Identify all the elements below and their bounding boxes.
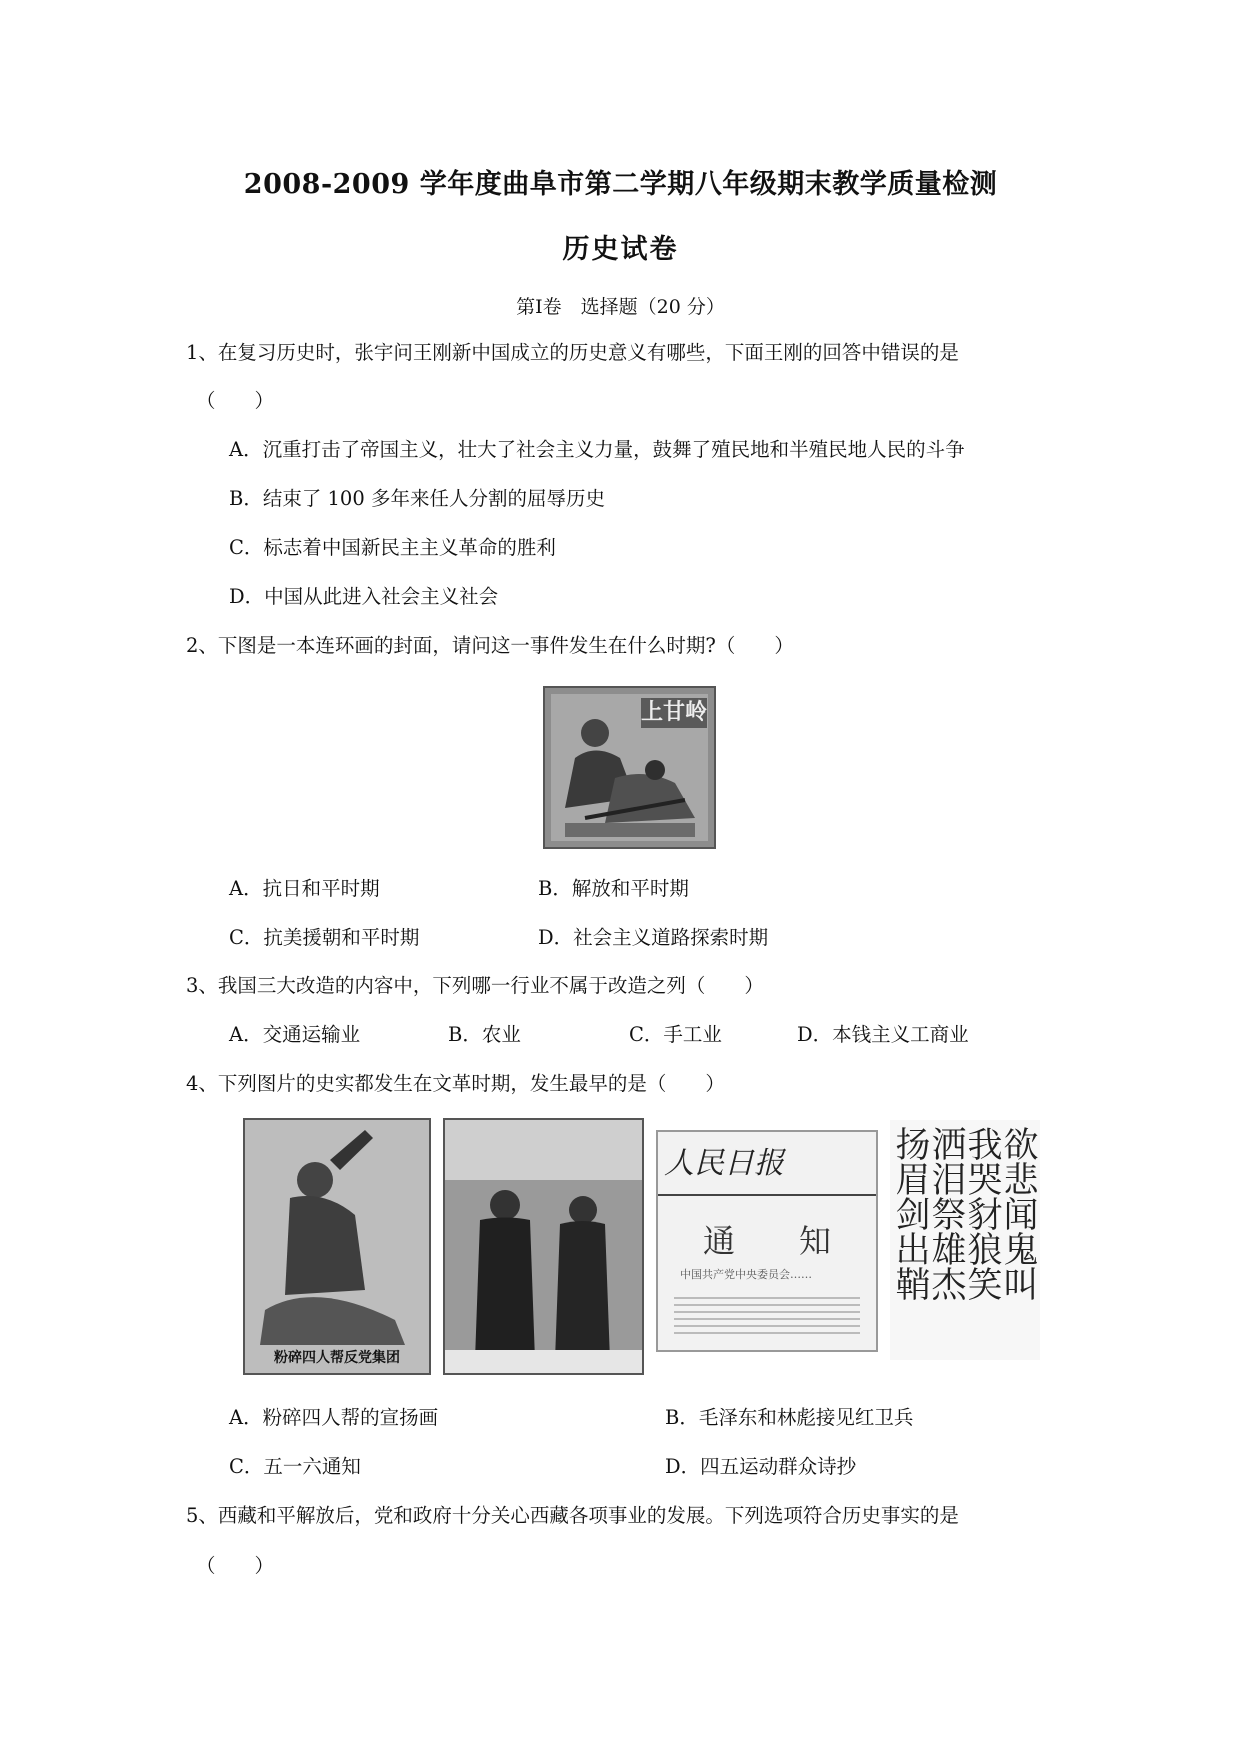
question-2-option-a: A．抗日和平时期 <box>229 877 380 900</box>
question-4-option-d: D．四五运动群众诗抄 <box>665 1455 857 1478</box>
question-5-answer-blank: （ ） <box>196 1554 275 1577</box>
question-2-stem: 2、下图是一本连环画的封面，请问这一事件发生在什么时期?（ ） <box>186 634 794 657</box>
question-1-option-b: B．结束了 100 多年来任人分割的屈辱历史 <box>229 487 605 510</box>
masthead-rule <box>658 1194 876 1196</box>
question-3-option-a: A．交通运输业 <box>229 1023 361 1046</box>
question-5-stem: 5、西藏和平解放后，党和政府十分关心西藏各项事业的发展。下列选项符合历史事实的是 <box>186 1504 959 1527</box>
comic-cover-image <box>543 686 716 849</box>
newspaper-body-lines <box>674 1292 860 1338</box>
question-4-option-b: B．毛泽东和林彪接见红卫兵 <box>665 1406 914 1429</box>
question-1-option-c: C．标志着中国新民主主义革命的胜利 <box>229 536 556 559</box>
exam-title: 2008-2009 学年度曲阜市第二学期八年级期末教学质量检测 <box>243 169 998 200</box>
question-4-option-a: A．粉碎四人帮的宣扬画 <box>229 1406 439 1429</box>
propaganda-poster-image <box>243 1118 431 1375</box>
exam-subtitle: 历史试卷 <box>562 234 679 265</box>
question-1-stem: 1、在复习历史时，张宇问王刚新中国成立的历史意义有哪些，下面王刚的回答中错误的是 <box>186 341 959 364</box>
question-3-option-d: D．本钱主义工商业 <box>797 1023 969 1046</box>
question-2-option-c: C．抗美援朝和平时期 <box>229 926 420 949</box>
question-2-option-b: B．解放和平时期 <box>538 877 689 900</box>
red-guards-photo-illustration <box>445 1120 642 1373</box>
question-2-option-d: D．社会主义道路探索时期 <box>538 926 769 949</box>
newspaper-subline: 中国共产党中央委员会…… <box>680 1268 812 1281</box>
notice-newspaper-image <box>656 1130 878 1352</box>
poem-column-2: 我哭豺狼笑 <box>962 1126 1002 1301</box>
propaganda-poster-illustration <box>245 1120 429 1373</box>
poem-column-3: 洒泪祭雄杰 <box>926 1126 966 1301</box>
question-1-answer-blank: （ ） <box>196 389 275 412</box>
comic-cover-title: 上甘岭 <box>641 700 708 725</box>
poem-column-1: 欲悲闻鬼叫 <box>998 1126 1038 1301</box>
question-3-stem: 3、我国三大改造的内容中，下列哪一行业不属于改造之列（ ） <box>186 974 764 997</box>
newspaper-headline: 通 知 <box>702 1222 831 1260</box>
question-4-option-c: C．五一六通知 <box>229 1455 361 1478</box>
question-3-option-b: B．农业 <box>448 1023 521 1046</box>
question-1-option-d: D．中国从此进入社会主义社会 <box>229 585 499 608</box>
newspaper-masthead: 人民日报 <box>664 1146 784 1181</box>
section-heading: 第Ⅰ卷 选择题（20 分） <box>516 296 725 318</box>
question-3-option-c: C．手工业 <box>629 1023 722 1046</box>
question-4-stem: 4、下列图片的史实都发生在文革时期，发生最早的是（ ） <box>186 1072 725 1095</box>
question-1-option-a: A．沉重打击了帝国主义，壮大了社会主义力量，鼓舞了殖民地和半殖民地人民的斗争 <box>229 438 965 461</box>
poem-column-4: 扬眉剑出鞘 <box>890 1126 930 1301</box>
poem-calligraphy-image <box>890 1120 1040 1360</box>
red-guards-photo <box>443 1118 644 1375</box>
poster-caption: 粉碎四人帮反党集团 <box>274 1350 400 1366</box>
